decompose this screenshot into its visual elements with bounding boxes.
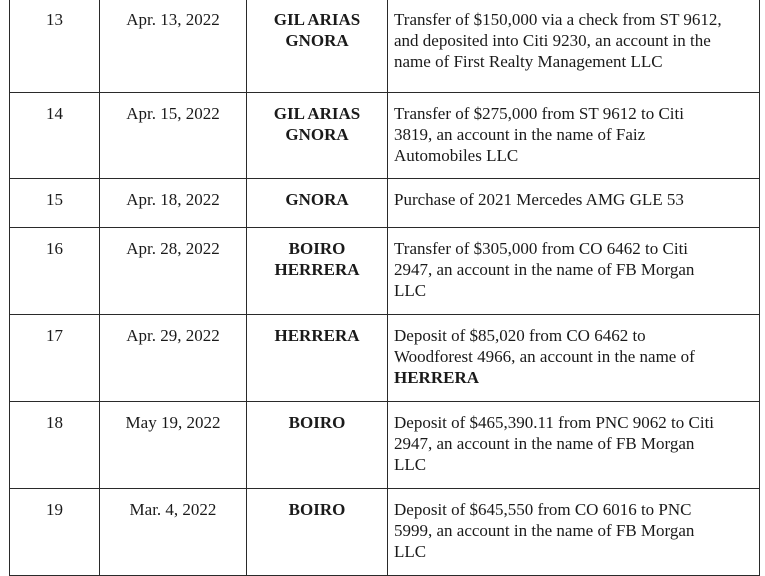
description-cell xyxy=(388,179,760,228)
defendant-name: GNORA xyxy=(285,31,349,50)
description-line: 2947, an account in the name of FB Morgan xyxy=(394,434,695,453)
defendant-name: HERRERA xyxy=(274,260,360,279)
date-cell: Apr. 13, 2022 xyxy=(100,0,247,93)
date-cell: Mar. 4, 2022 xyxy=(100,489,247,576)
description-cell xyxy=(388,402,760,489)
table-row xyxy=(10,179,760,228)
count-cell: 13 xyxy=(10,0,100,93)
description-line: name of First Realty Management LLC xyxy=(394,52,663,71)
description-line: Automobiles LLC xyxy=(394,146,519,165)
date-cell: May 19, 2022 xyxy=(100,402,247,489)
description-line: 3819, an account in the name of Faiz xyxy=(394,125,646,144)
description-line: LLC xyxy=(394,281,427,300)
defendant-name: GIL ARIAS xyxy=(273,10,361,29)
defendant-cell xyxy=(247,402,388,489)
description-cell xyxy=(388,0,760,93)
description-line: Transfer of $305,000 from CO 6462 to Citi xyxy=(394,239,689,258)
description-line: Deposit of $465,390.11 from PNC 9062 to Citi xyxy=(394,413,715,432)
description-line: 5999, an account in the name of FB Morgan xyxy=(394,521,695,540)
description-line: 2947, an account in the name of FB Morgan xyxy=(394,260,695,279)
table-row xyxy=(10,93,760,179)
defendant-cell xyxy=(247,179,388,228)
table-row xyxy=(10,0,760,93)
description-line: Transfer of $150,000 via a check from ST 9612, xyxy=(394,10,722,29)
description-bold-name: HERRERA xyxy=(394,368,480,387)
description-line: Woodforest 4966, an account in the name of xyxy=(394,347,695,366)
defendant-cell xyxy=(247,228,388,315)
description-cell xyxy=(388,228,760,315)
table-row xyxy=(10,228,760,315)
description-cell xyxy=(388,315,760,402)
defendant-name: BOIRO xyxy=(288,413,346,432)
count-cell: 16 xyxy=(10,228,100,315)
count-cell: 15 xyxy=(10,179,100,228)
count-cell: 17 xyxy=(10,315,100,402)
date-cell: Apr. 18, 2022 xyxy=(100,179,247,228)
count-cell: 19 xyxy=(10,489,100,576)
defendant-name: GNORA xyxy=(285,125,349,144)
defendant-cell xyxy=(247,315,388,402)
date-cell: Apr. 28, 2022 xyxy=(100,228,247,315)
description-line: Purchase of 2021 Mercedes AMG GLE 53 xyxy=(394,190,684,209)
table-row xyxy=(10,402,760,489)
defendant-name: HERRERA xyxy=(274,326,360,345)
defendant-name: GIL ARIAS xyxy=(273,104,361,123)
defendant-cell xyxy=(247,93,388,179)
defendant-name: BOIRO xyxy=(288,500,346,519)
description-line: Transfer of $275,000 from ST 9612 to Citi xyxy=(394,104,684,123)
description-line: LLC xyxy=(394,455,427,474)
description-line: Deposit of $645,550 from CO 6016 to PNC xyxy=(394,500,692,519)
defendant-cell xyxy=(247,489,388,576)
description-cell xyxy=(388,93,760,179)
count-cell: 14 xyxy=(10,93,100,179)
count-cell: 18 xyxy=(10,402,100,489)
date-cell: Apr. 29, 2022 xyxy=(100,315,247,402)
table-row xyxy=(10,315,760,402)
date-cell: Apr. 15, 2022 xyxy=(100,93,247,179)
defendant-name: GNORA xyxy=(285,190,349,209)
defendant-cell xyxy=(247,0,388,93)
description-line: and deposited into Citi 9230, an account in the xyxy=(394,31,711,50)
description-line: Deposit of $85,020 from CO 6462 to xyxy=(394,326,646,345)
table-row xyxy=(10,489,760,576)
description-line: LLC xyxy=(394,542,427,561)
defendant-name: BOIRO xyxy=(288,239,346,258)
description-cell xyxy=(388,489,760,576)
counts-table xyxy=(9,0,760,576)
